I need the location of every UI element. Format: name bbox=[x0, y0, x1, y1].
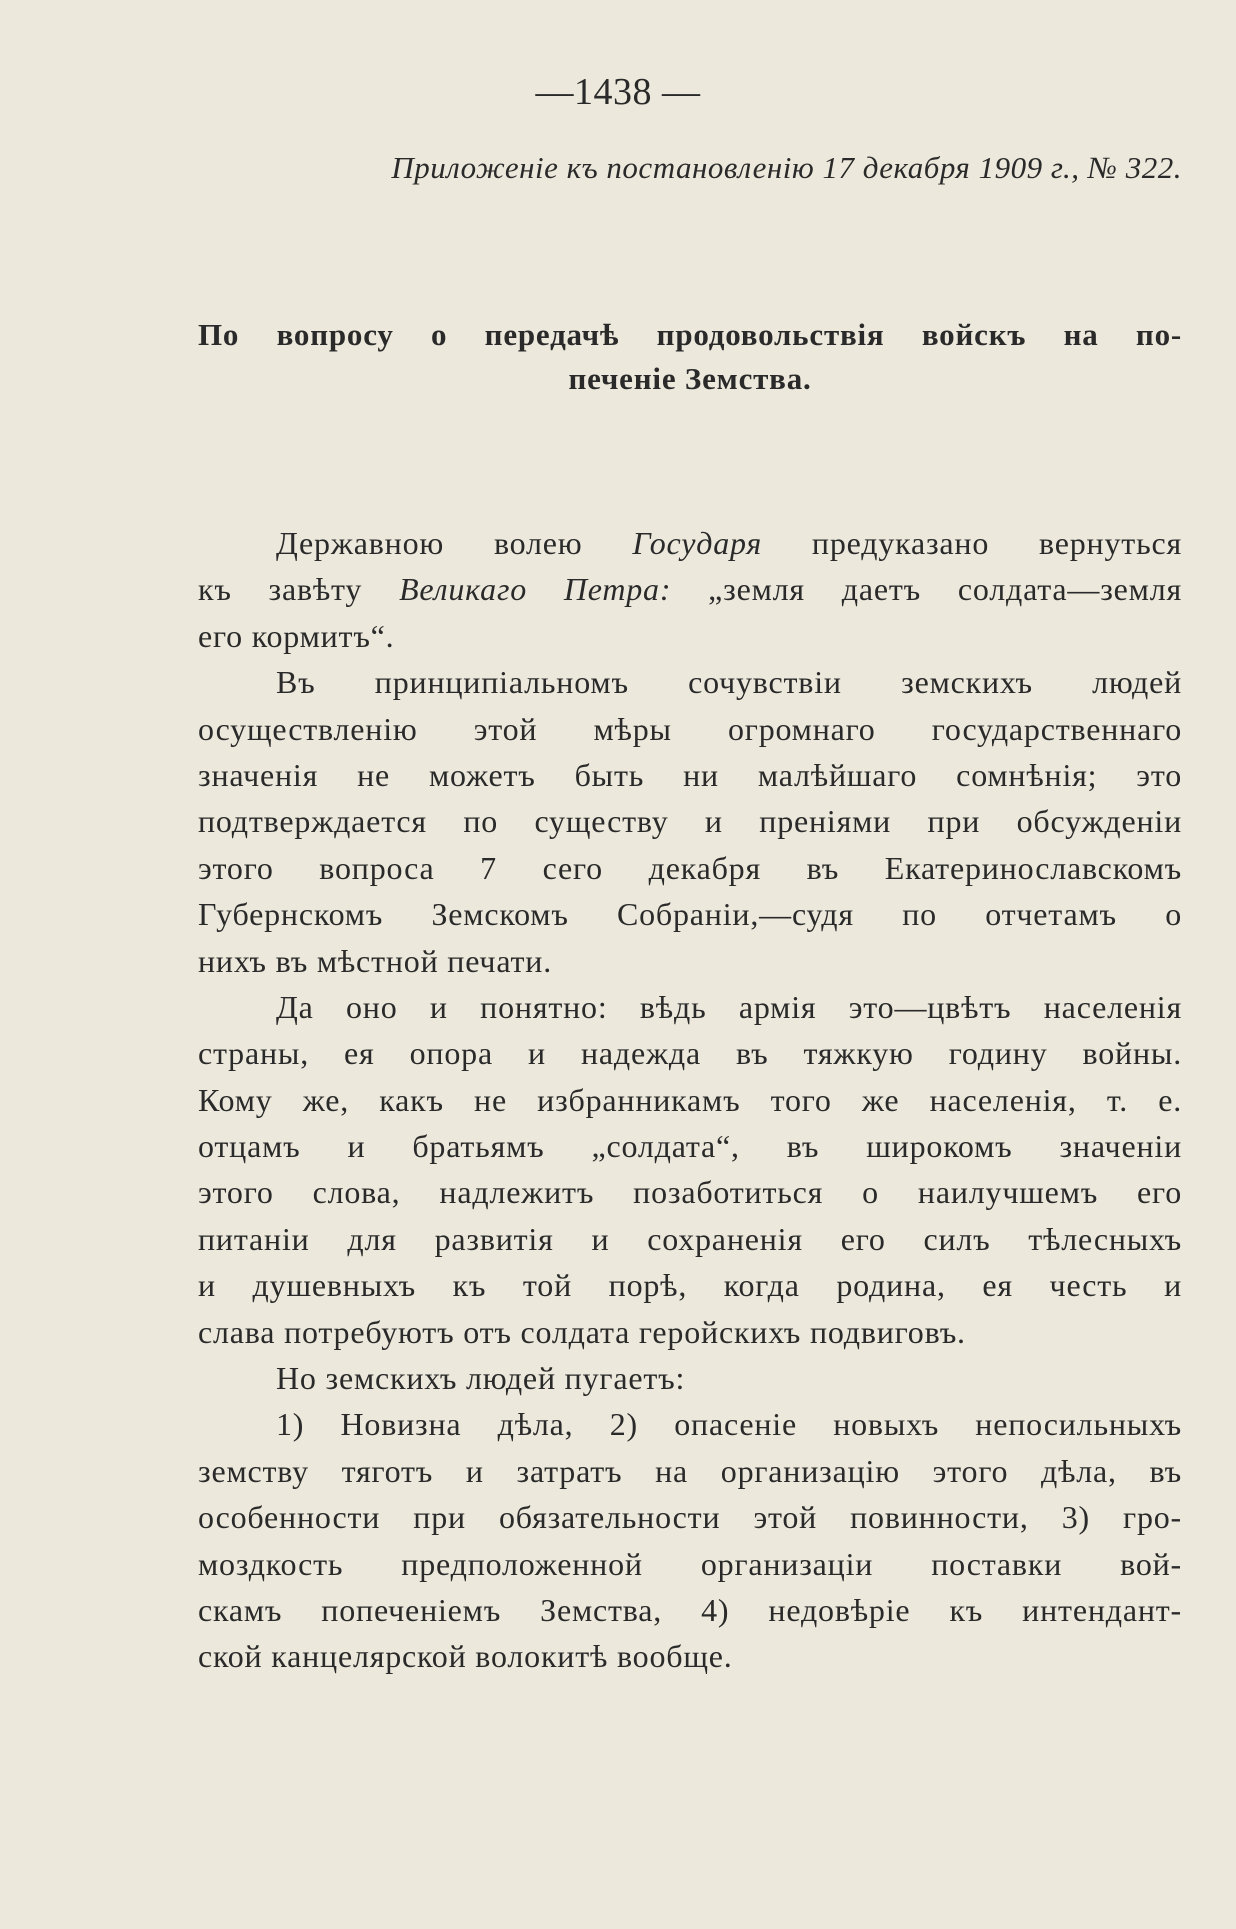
section-heading bbox=[198, 313, 1182, 401]
text-line: моздкость предположенной организаціи поставки вой- bbox=[198, 1545, 1182, 1582]
text-line: Въ принципіальномъ сочувствіи земскихъ людей bbox=[276, 664, 1182, 701]
text-line bbox=[198, 566, 1182, 612]
text-line: подтверждается по существу и преніями при обсужденіи bbox=[198, 803, 1182, 840]
heading-line: По вопросу о передачѣ продовольствія войскъ на по- bbox=[198, 317, 1182, 352]
text-line: его кормитъ“. bbox=[198, 617, 395, 654]
text-line: скамъ попеченіемъ Земства, 4) недовѣріе къ интендант- bbox=[198, 1591, 1182, 1628]
page-number: —1438 — bbox=[535, 71, 701, 113]
text-line: нихъ въ мѣстной печати. bbox=[198, 942, 553, 979]
text-line: отцамъ и братьямъ „солдата“, въ широкомъ значеніи bbox=[198, 1128, 1182, 1165]
text-line: слава потребуютъ отъ солдата геройскихъ подвиговъ. bbox=[198, 1313, 966, 1350]
text-line: Но земскихъ людей пугаетъ: bbox=[276, 1360, 686, 1397]
text-span: къ завѣту bbox=[198, 571, 400, 608]
text-span: „земля даетъ солдата—земля bbox=[671, 571, 1183, 608]
text-line: Кому же, какъ не избранникамъ того же населенія, т. е. bbox=[198, 1081, 1182, 1118]
text-line: Да оно и понятно: вѣдь армія это—цвѣтъ населенія bbox=[276, 988, 1182, 1025]
text-line bbox=[198, 520, 1182, 566]
text-span: Державною волею bbox=[276, 525, 633, 561]
text-line: ской канцелярской волокитѣ вообще. bbox=[198, 1638, 733, 1675]
text-line: Губернскомъ Земскомъ Собраніи,—судя по отчетамъ о bbox=[198, 896, 1182, 933]
text-span: предуказано вернуться bbox=[762, 525, 1182, 561]
appendix-note: Приложеніе къ постановленію 17 декабря 1909 г., № 322. bbox=[391, 150, 1182, 185]
heading-line: печеніе Земства. bbox=[568, 361, 812, 396]
text-line: этого слова, надлежитъ позаботиться о наилучшемъ его bbox=[198, 1174, 1182, 1211]
text-line: 1) Новизна дѣла, 2) опасеніе новыхъ непосильныхъ bbox=[276, 1406, 1182, 1443]
italic-span: Государя bbox=[632, 525, 763, 561]
text-line: особенности при обязательности этой повинности, 3) гро- bbox=[198, 1499, 1182, 1536]
text-line: питаніи для развитія и сохраненія его силъ тѣлесныхъ bbox=[198, 1220, 1182, 1257]
body-text bbox=[198, 520, 1182, 1680]
text-line: значенія не можетъ быть ни малѣйшаго сомнѣнія; это bbox=[198, 756, 1182, 793]
text-line: земству тяготъ и затратъ на организацію этого дѣла, въ bbox=[198, 1452, 1182, 1489]
italic-span: Великаго Петра: bbox=[399, 571, 672, 608]
text-line: этого вопроса 7 сего декабря въ Екатеринославскомъ bbox=[198, 849, 1182, 886]
text-line: страны, ея опора и надежда въ тяжкую годину войны. bbox=[198, 1035, 1182, 1072]
text-line: осуществленію этой мѣры огромнаго государственнаго bbox=[198, 710, 1182, 747]
text-line: и душевныхъ къ той порѣ, когда родина, ея честь и bbox=[198, 1267, 1182, 1304]
